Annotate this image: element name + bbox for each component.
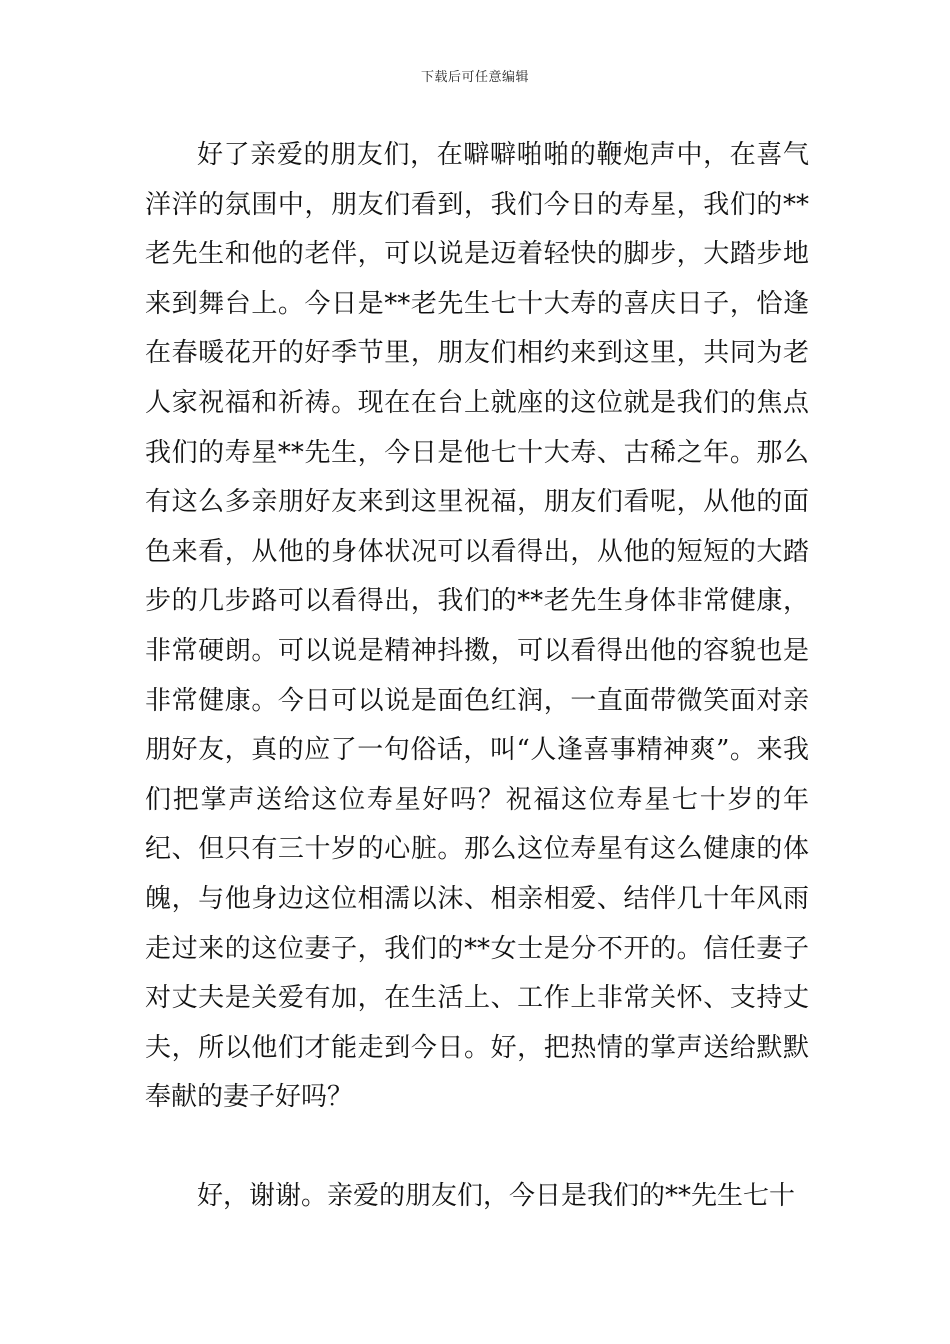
paragraph-2: 好，谢谢。亲爱的朋友们，今日是我们的**先生七十 [197, 1180, 796, 1211]
paragraph-1: 好了亲爱的朋友们，在噼噼啪啪的鞭炮声中，在喜气洋洋的氛围中，朋友们看到，我们今日的寿星，我们的**老先生和他的老伴，可以说是迈着轻快的脚步，大踏步地来到舞台上。今日是**老先生七十大寿的喜庆日子，恰逢在春暖花开的好季节里，朋友们相约来到这里，共同为老人家祝福和祈祷。现在在台上就座的这位就是我们的焦点我们的寿星**先生，今日是他七十大寿、古稀之年。那么有这么多亲朋好友来到这里祝福，朋友们看呢，从他的面色来看，从他的身体状况可以看得出，从他的短短的大踏步的几步路可以看得出，我们的**老先生身体非常健康，非常硬朗。可以说是精神抖擞，可以看得出他的容貌也是非常健康。今日可以说是面色红润，一直面带微笑面对亲朋好友，真的应了一句俗话，叫“人逢喜事精神爽”。来我们把掌声送给这位寿星好吗？祝福这位寿星七十岁的年纪、但只有三十岁的心脏。那么这位寿星有这么健康的体魄，与他身边这位相濡以沫、相亲相爱、结伴几十年风雨走过来的这位妻子，我们的**女士是分不开的。信任妻子对丈夫是关爱有加，在生活上、工作上非常关怀、支持丈夫，所以他们才能走到今日。好，把热情的掌声送给默默奉献的妻子好吗？ [145, 140, 809, 1113]
document-body [145, 131, 809, 1221]
header-note: 下载后可任意编辑 [420, 70, 529, 85]
